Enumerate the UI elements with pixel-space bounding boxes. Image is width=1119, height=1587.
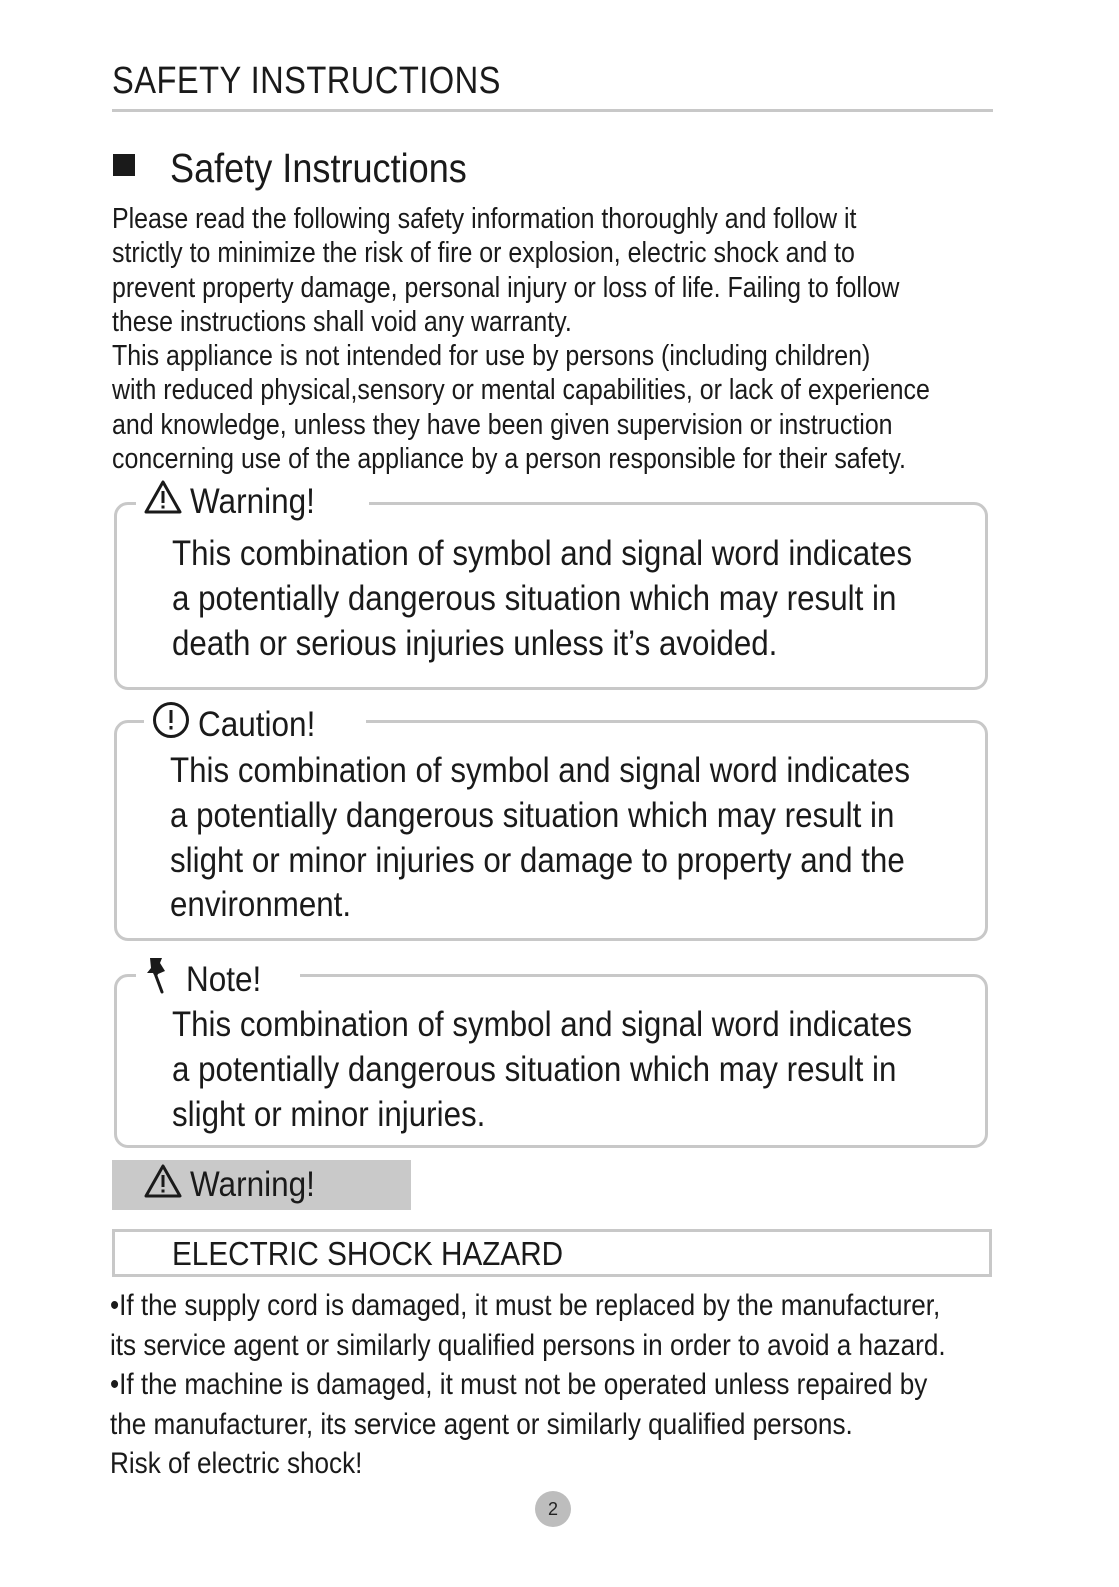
- hazard-title: ELECTRIC SHOCK HAZARD: [172, 1235, 564, 1272]
- caution-box-label: [144, 701, 366, 748]
- warning-triangle-icon: [144, 1164, 182, 1207]
- warning-box-label: [136, 480, 369, 523]
- hazard-line: Risk of electric shock!: [110, 1447, 363, 1480]
- hazard-line: the manufacturer, its service agent or similarly qualified persons.: [110, 1407, 853, 1441]
- caution-line: This combination of symbol and signal word indicates: [170, 751, 910, 790]
- warning-line: death or serious injuries unless it’s avoided.: [172, 623, 778, 663]
- intro-line: prevent property damage, personal injury or loss of life. Failing to follow: [112, 271, 900, 304]
- pushpin-icon: [144, 955, 178, 1004]
- warning-tag-label: Warning!: [190, 1165, 315, 1204]
- caution-line: slight or minor injuries or damage to property and the: [170, 840, 905, 880]
- note-line: This combination of symbol and signal word indicates: [172, 1005, 912, 1044]
- warning-tag: [112, 1160, 411, 1210]
- warning-line: a potentially dangerous situation which may result in: [172, 578, 897, 618]
- intro-line: and knowledge, unless they have been given supervision or instruction: [112, 408, 893, 441]
- warning-triangle-icon: [144, 480, 182, 523]
- square-bullet-icon: [113, 154, 135, 176]
- note-line: slight or minor injuries.: [172, 1094, 486, 1134]
- caution-line: a potentially dangerous situation which may result in: [170, 795, 895, 835]
- intro-line: with reduced physical,sensory or mental capabilities, or lack of experience: [112, 374, 930, 407]
- hazard-line: •If the machine is damaged, it must not be operated unless repaired by: [110, 1368, 928, 1401]
- intro-line: concerning use of the appliance by a person responsible for their safety.: [112, 443, 906, 476]
- caution-line: environment.: [170, 885, 352, 925]
- page-number: 2: [535, 1491, 571, 1527]
- section-heading: Safety Instructions: [170, 145, 467, 191]
- intro-line: these instructions shall void any warranty.: [112, 305, 572, 338]
- caution-text: [170, 749, 993, 928]
- intro-line: Please read the following safety information thoroughly and follow it: [112, 203, 857, 235]
- title-rule: [112, 109, 993, 112]
- warning-label: Warning!: [190, 481, 315, 521]
- exclamation-circle-icon: [152, 701, 190, 748]
- note-line: a potentially dangerous situation which may result in: [172, 1049, 897, 1089]
- note-label: Note!: [186, 959, 262, 999]
- warning-text: [172, 532, 995, 666]
- intro-line: strictly to minimize the risk of fire or explosion, electric shock and to: [112, 237, 855, 270]
- note-box-label: [136, 955, 300, 1004]
- caution-label: Caution!: [198, 704, 316, 744]
- page-title: SAFETY INSTRUCTIONS: [112, 60, 501, 102]
- intro-line: This appliance is not intended for use by persons (including children): [112, 340, 871, 373]
- warning-line: This combination of symbol and signal word indicates: [172, 534, 912, 573]
- hazard-text: [110, 1286, 1067, 1484]
- intro-paragraph: [112, 202, 1006, 476]
- hazard-line: •If the supply cord is damaged, it must be replaced by the manufacturer,: [110, 1289, 941, 1322]
- hazard-line: its service agent or similarly qualified persons in order to avoid a hazard.: [110, 1328, 946, 1362]
- note-text: [172, 1003, 995, 1137]
